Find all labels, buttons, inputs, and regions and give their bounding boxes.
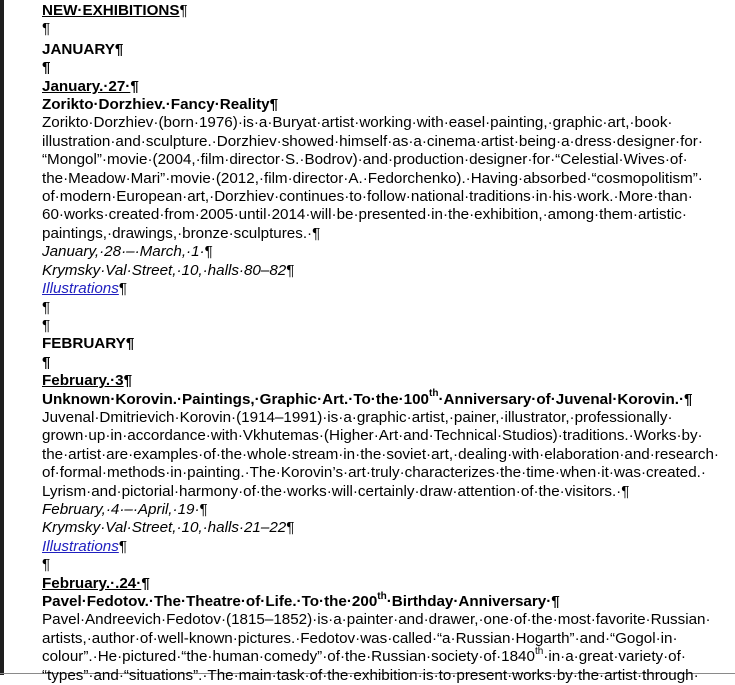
paragraph-mark: ¶	[42, 20, 51, 38]
paragraph-mark: ¶	[118, 537, 127, 555]
empty-paragraph	[42, 59, 728, 77]
exhibition-title-part: Unknown·Korovin.·Paintings,·Graphic·Art.·To·the·100	[42, 390, 429, 408]
month-heading-line	[42, 41, 728, 59]
paragraph-mark: ¶	[141, 574, 150, 592]
month-heading-line	[42, 335, 728, 353]
exhibition-description	[42, 114, 728, 243]
exhibition-title-superscript: th	[429, 388, 439, 400]
exhibition-title-part: ·Birthday·Anniversary·	[386, 593, 552, 610]
illustrations-line	[42, 280, 728, 298]
exhibition-period-line	[42, 243, 728, 261]
exhibition-period-line	[42, 501, 728, 519]
exhibition-title: Zorikto·Dorzhiev.·Fancy·Reality	[42, 96, 270, 114]
paragraph-mark: ¶	[125, 335, 135, 353]
paragraph-mark: ¶	[684, 390, 693, 408]
paragraph-mark: ¶	[269, 96, 279, 114]
paragraph-mark: ¶	[312, 224, 321, 242]
heading-line	[42, 2, 728, 20]
exhibition-date-line	[42, 78, 728, 96]
paragraph-mark: ¶	[204, 243, 213, 261]
exhibition-description	[42, 409, 728, 501]
exhibition-venue: Krymsky·Val·Street,·10,·halls·80–82	[42, 261, 287, 279]
exhibition-period: February,·4·–·April,·19·	[42, 500, 200, 518]
empty-paragraph	[42, 20, 728, 38]
paragraph-mark: ¶	[130, 77, 139, 95]
document-heading: NEW·EXHIBITIONS	[42, 2, 180, 19]
exhibition-period: January,·28·–·March,·1·	[42, 243, 205, 261]
paragraph-mark: ¶	[551, 593, 560, 610]
paragraph-mark: ¶	[123, 372, 133, 390]
left-edge-bar	[0, 0, 4, 675]
description-text: Pavel·Andreevich·Fedotov·(1815–1852)·is·a·painter·and·drawer,·one·of·the·most·favorite·Russian· artists,·author·of·well-known·pictures.·Fedotov·was·called·“a·Russian·Hogarth”·and·“Gogol·in· colour”.·He·pictured·“the·human·comedy”·of·the·Russian·society·of·1840	[42, 611, 711, 666]
description-text: Juvenal·Dmitrievich·Korovin·(1914–1991)·is·a·graphic·artist,·painer,·illustrator,·professionally· grown·up·in·accordance·with·Vkhutemas·(Higher·Art·and·Technical·Studios)·traditions.·Works·by· the·artist·are·examples·of·the·whole·stream·in·the·soviet·art,·dealing·with·elaboration·and·research· of·formal·methods·in·painting.·The·Korovin’s·art·truly·characterizes·the·time·when·it·was·created.· Lyrism·and·pictorial·harmony·of·the·works·will·certainly·draw·attention·of·the·visitors.·	[42, 408, 719, 500]
month-heading-january: JANUARY	[42, 40, 115, 58]
exhibition-date: February.·.24·	[42, 574, 142, 592]
paragraph-mark: ¶	[42, 353, 51, 371]
empty-paragraph	[42, 317, 728, 335]
exhibition-title-part: Pavel·Fedotov.·The·Theatre·of·Life.·To·the·200	[42, 593, 378, 610]
description-text: Zorikto·Dorzhiev·(born·1976)·is·a·Buryat·artist·working·with·easel·painting,·graphic·art,·book· illustration·and·sculpture.·Dorzhiev·showed·himself·as·a·cinema·artist·being·a·dress·designer·for· “Mongol”·movie·(2004,·film·director·S.·Bodrov)·and·production·designer·for·“Celestial·Wives·of· the·Meadow·Mari”·movie·(2012,·film·director·A.·Fedorchenko).·Having·absorbed·“cosmopolitism”· of·modern·European·art,·Dorzhiev·continues·to·follow·national·traditions·in·his·work.·More·than· 60·works·created·from·2005·until·2014·will·be·presented·in·the·exhibition,·among·them·artistic· paintings,·drawings,·bronze·sculptures.·	[42, 114, 703, 242]
paragraph-mark: ¶	[42, 556, 51, 574]
paragraph-mark: ¶	[286, 519, 295, 537]
paragraph-mark: ¶	[42, 298, 51, 316]
month-heading-february: FEBRUARY	[42, 335, 126, 353]
paragraph-mark: ¶	[114, 40, 124, 58]
document-body	[42, 0, 728, 685]
exhibition-venue: Krymsky·Val·Street,·10,·halls·21–22	[42, 519, 287, 537]
exhibition-title-line	[42, 96, 728, 114]
illustrations-link[interactable]: Illustrations	[42, 537, 119, 555]
illustrations-line	[42, 538, 728, 556]
exhibition-title-superscript: th	[377, 590, 387, 602]
description-text: ·in·a·great·variety·of· “types”·and·“situations”.·The·main·task·of·the·exhibition·is·to·present·works·by·the·artist·through·	[42, 648, 699, 684]
exhibition-date: February.·3	[42, 372, 124, 390]
paragraph-mark: ¶	[286, 261, 295, 279]
empty-paragraph	[42, 299, 728, 317]
exhibition-venue-line	[42, 519, 728, 537]
paragraph-mark: ¶	[42, 59, 51, 77]
paragraph-mark: ¶	[42, 316, 51, 334]
paragraph-mark: ¶	[621, 482, 630, 500]
illustrations-link[interactable]: Illustrations	[42, 280, 119, 298]
description-superscript: th	[534, 646, 544, 658]
exhibition-title-line	[42, 590, 728, 611]
paragraph-mark: ¶	[199, 500, 208, 518]
empty-paragraph	[42, 556, 728, 574]
paragraph-mark: ¶	[118, 280, 127, 298]
exhibition-description	[42, 611, 728, 685]
exhibition-title-part: ·Anniversary·of·Juvenal·Korovin.·	[438, 390, 685, 408]
paragraph-mark: ¶	[179, 2, 188, 19]
exhibition-title-line	[42, 388, 728, 409]
exhibition-date: January.·27·	[42, 77, 131, 95]
empty-paragraph	[42, 354, 728, 372]
exhibition-date-line	[42, 372, 728, 390]
exhibition-venue-line	[42, 262, 728, 280]
